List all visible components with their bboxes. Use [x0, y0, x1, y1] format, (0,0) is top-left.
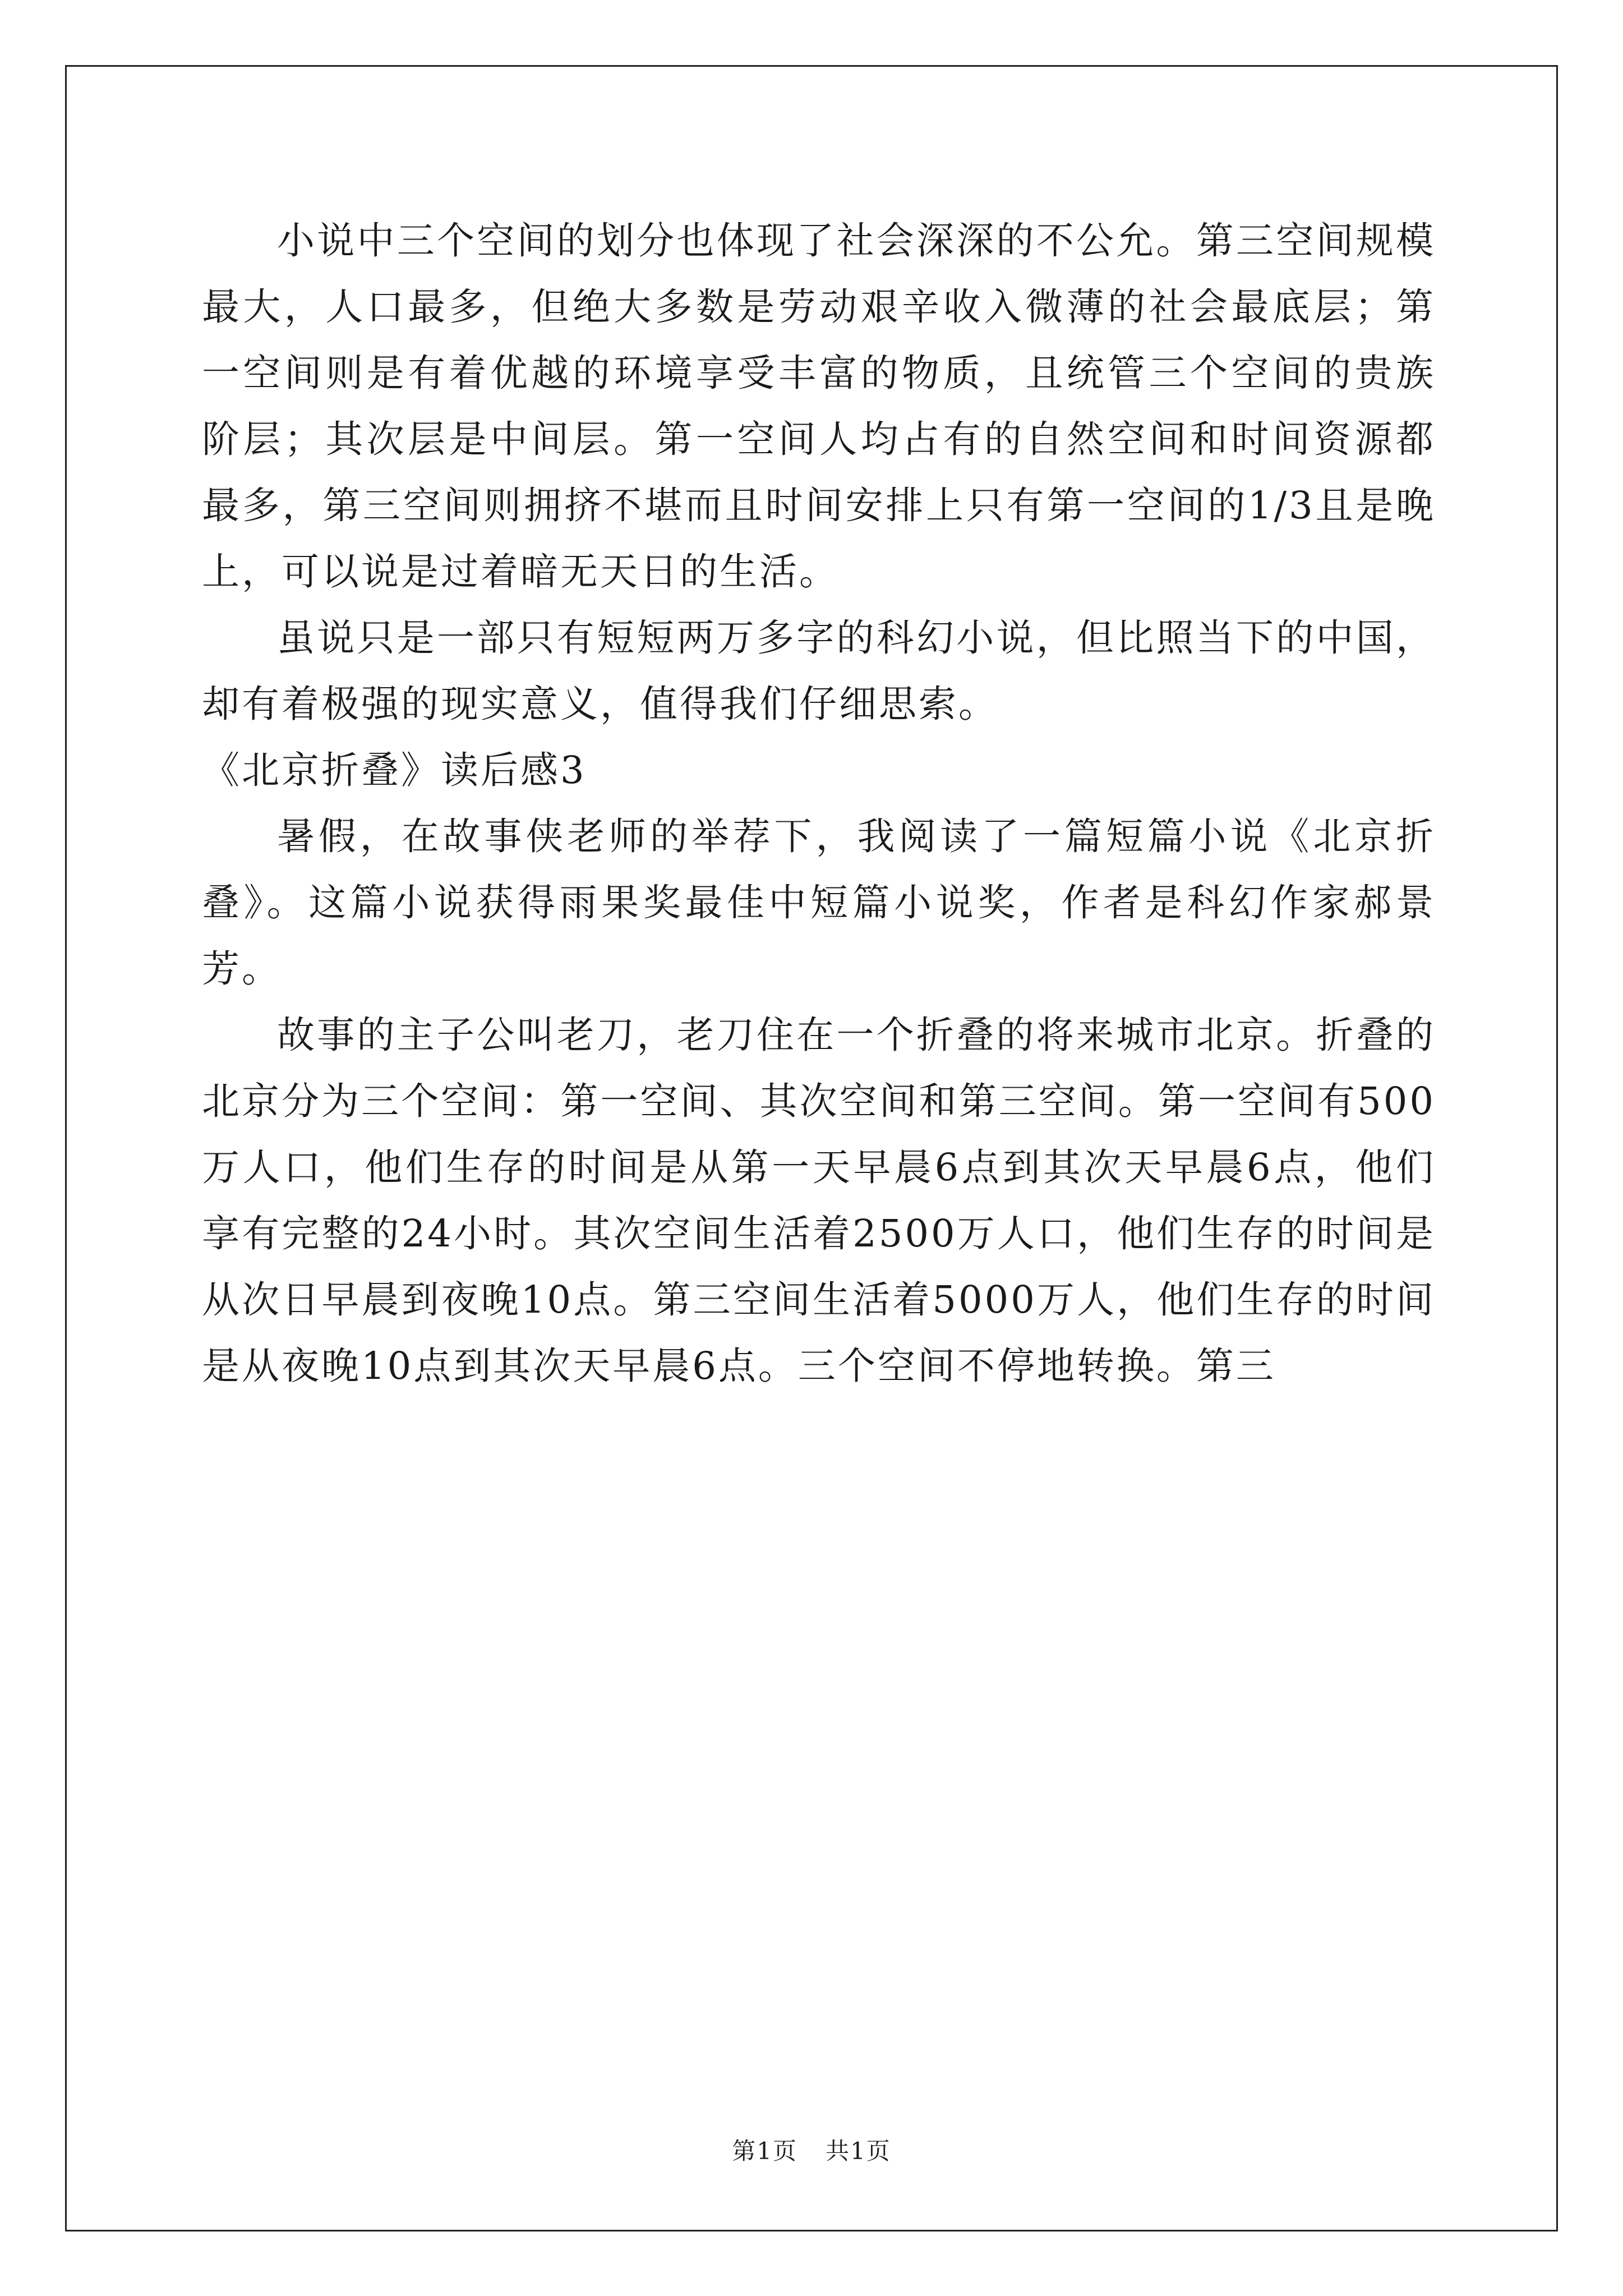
- paragraph-3: 暑假，在故事侠老师的举荐下，我阅读了一篇短篇小说《北京折叠》。这篇小说获得雨果奖最佳中短篇小说奖，作者是科幻作家郝景芳。: [202, 815, 1436, 991]
- page-number-total: 共1页: [826, 2137, 891, 2165]
- document-body: [202, 208, 1436, 1399]
- paragraph-4: 故事的主子公叫老刀，老刀住在一个折叠的将来城市北京。折叠的北京分为三个空间：第一空间、其次空间和第三空间。第一空间有500万人口，他们生存的时间是从第一天早晨6点到其次天早晨6点，他们享有完整的24小时。其次空间生活着2500万人口，他们生存的时间是从次日早晨到夜晚10点。第三空间生活着5000万人，他们生存的时间是从夜晚10点到其次天早晨6点。三个空间不停地转换。第三: [202, 1013, 1436, 1388]
- paragraph-2: 虽说只是一部只有短短两万多字的科幻小说，但比照当下的中国，却有着极强的现实意义，值得我们仔细思索。: [202, 616, 1436, 726]
- section-heading: 《北京折叠》读后感3: [202, 748, 587, 792]
- page-number-current: 第1页: [732, 2137, 797, 2165]
- page-footer: [0, 2133, 1623, 2166]
- paragraph-1: 小说中三个空间的划分也体现了社会深深的不公允。第三空间规模最大，人口最多，但绝大多数是劳动艰辛收入微薄的社会最底层；第一空间则是有着优越的环境享受丰富的物质，且统管三个空间的贵族阶层；其次层是中间层。第一空间人均占有的自然空间和时间资源都最多，第三空间则拥挤不堪而且时间安排上只有第一空间的1/3且是晚上，可以说是过着暗无天日的生活。: [202, 219, 1436, 593]
